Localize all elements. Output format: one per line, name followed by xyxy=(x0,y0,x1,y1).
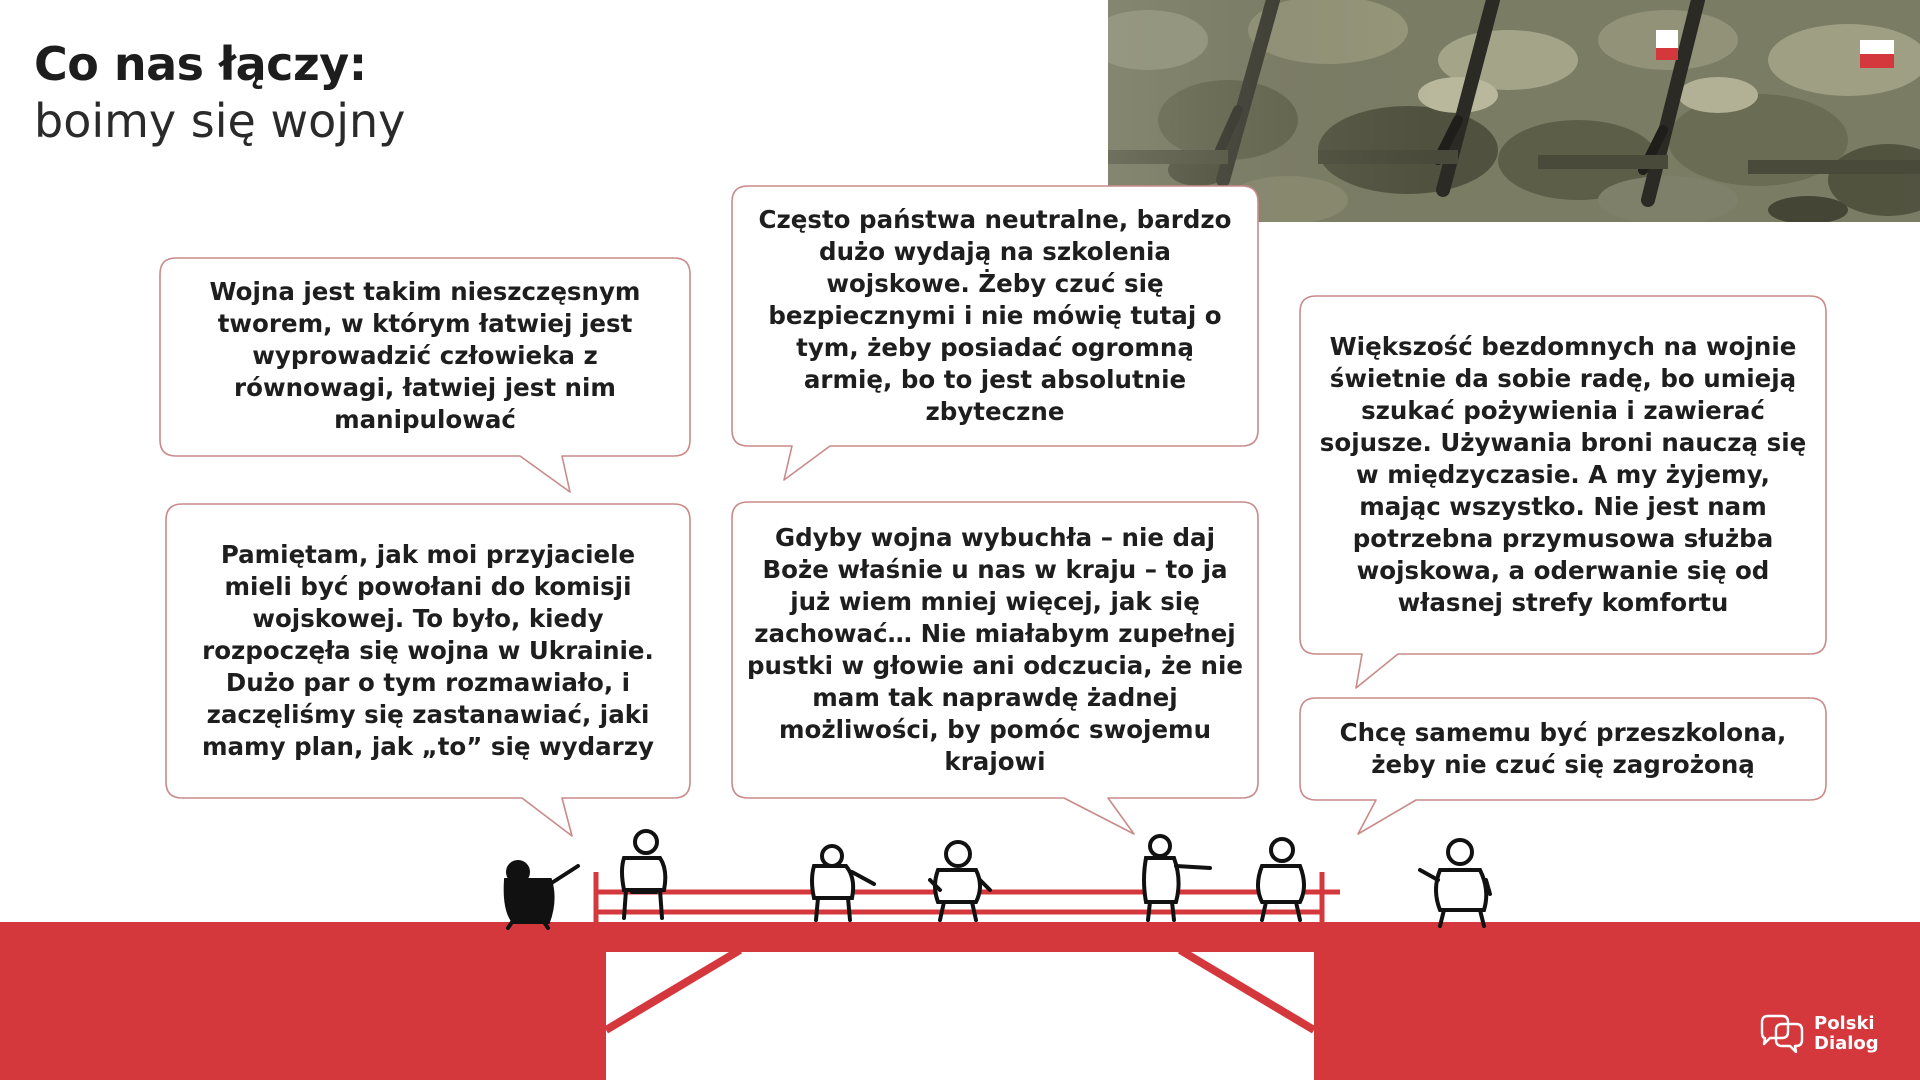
person-4 xyxy=(930,842,990,920)
logo-line-2: Dialog xyxy=(1814,1033,1879,1054)
person-7 xyxy=(1420,840,1490,926)
title-bold: Co nas łączy: xyxy=(34,37,367,91)
person-5 xyxy=(1144,836,1210,920)
quote-3: Większość bezdomnych na wojnie świetnie da sobie radę, bo umieją szukać pożywienia i zawierać sojusze. Używania broni nauczą się w międzyczasie. A my żyjemy, mając wszystko. Nie jest nam potrzebna przymusowa służba wojskowa, a oderwanie się od własnej strefy komfortu xyxy=(1319,332,1807,617)
speech-bubbles-icon xyxy=(1756,1014,1808,1054)
logo-line-1: Polski xyxy=(1814,1013,1875,1034)
title-subtitle: boimy się wojny xyxy=(34,94,406,148)
quote-5: Gdyby wojna wybuchła – nie daj Boże właśnie u nas w kraju – to ja już wiem mniej więcej, jak się zachować… Nie miałabym zupełnej pustki w głowie ani odczucia, że nie mam tak naprawdę żadnej możliwości, by pomóc swojemu krajowi xyxy=(747,523,1243,776)
quote-4: Pamiętam, jak moi przyjaciele mieli być powołani do komisji wojskowej. To było, kiedy rozpoczęła się wojna w Ukrainie. Dużo par o tym rozmawiało, i zaczęliśmy się zastanawiać, jaki mamy plan, jak „to” się wydarzy xyxy=(202,540,654,761)
polski-dialog-logo xyxy=(1756,1014,1879,1054)
person-2 xyxy=(622,831,665,918)
person-6 xyxy=(1258,839,1304,920)
quote-6: Chcę samemu być przeszkolona, żeby nie czuć się zagrożoną xyxy=(1339,718,1787,779)
quote-2: Często państwa neutralne, bardzo dużo wydają na szkolenia wojskowe. Żeby czuć się bezpiecznymi i nie mówię tutaj o tym, żeby posiadać ogromną armię, bo to jest absolutnie zbyteczne xyxy=(758,205,1232,426)
quote-1: Wojna jest takim nieszczęsnym tworem, w którym łatwiej jest wyprowadzić człowieka z równowagi, łatwiej jest nim manipulować xyxy=(209,277,641,434)
person-1 xyxy=(506,862,578,928)
person-3 xyxy=(812,846,874,920)
bridge-deck xyxy=(586,938,1334,952)
